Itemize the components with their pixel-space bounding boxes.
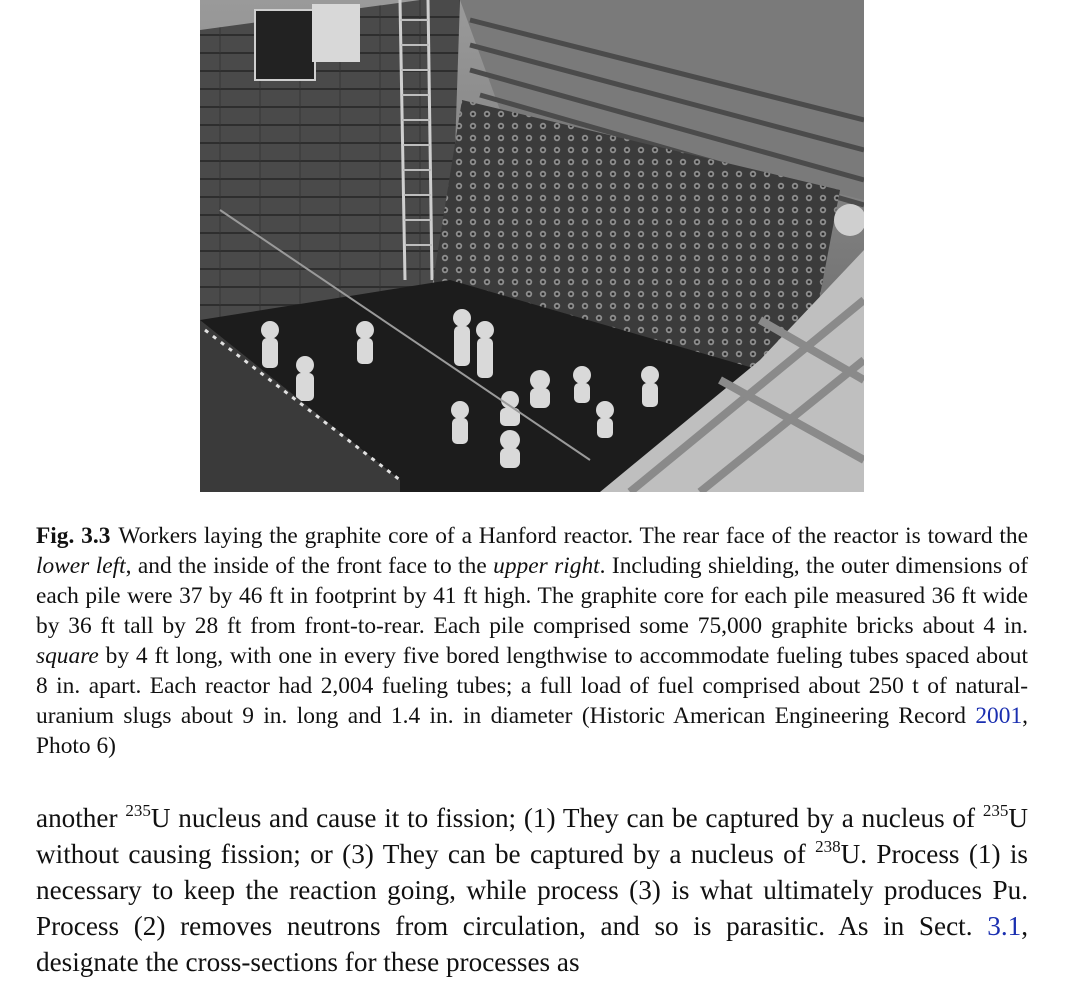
caption-emphasis-square: square (36, 643, 99, 669)
reactor-photo (200, 0, 864, 492)
body-text-2: U nucleus and cause it to fission; (1) They can be captured by a nucleus of (150, 803, 983, 833)
section-link-3-1[interactable]: 3.1 (987, 911, 1022, 941)
isotope-superscript-235b: 235 (982, 801, 1009, 820)
caption-text-4: by 4 ft long, with one in every five bored lengthwise to accommodate fueling tubes spaced about 8 in. apart. Each reactor had 2,004 fueling tubes; a full load of fuel comprised about 250 t of natural-uranium slugs about 9 in. long and 1.4 in. in diameter (Historic American Engineering Record (36, 643, 1028, 729)
caption-text-2: , and the inside of the front face to the (125, 553, 494, 579)
body-text-3: U without causing fission; or (3) They can be captured by a nucleus of (36, 803, 1028, 869)
isotope-superscript-238: 238 (815, 837, 841, 856)
caption-emphasis-upper-right: upper right (493, 553, 600, 579)
body-paragraph (36, 800, 1028, 980)
body-text-5: , designate the cross-sections for these processes as (36, 911, 1028, 977)
caption-emphasis-lower-left: lower left (36, 553, 126, 579)
caption-text-1: Workers laying the graphite core of a Hanford reactor. The rear face of the reactor is toward the (118, 523, 1028, 549)
caption-text-5: , Photo 6) (36, 703, 1028, 759)
body-text-1: another (36, 803, 126, 833)
caption-text-3: . Including shielding, the outer dimensions of each pile were 37 by 46 ft in footprint by 41 ft high. The graphite core for each pile measured 36 ft wide by 36 ft tall by 28 ft from front-to-rear. Each pile comprised some 75,000 graphite bricks about 4 in. (36, 553, 1028, 639)
isotope-superscript-235a: 235 (125, 801, 151, 820)
figure-label: Fig. 3.3 (36, 523, 111, 549)
figure-caption (36, 521, 1028, 761)
citation-link-2001[interactable]: 2001 (975, 703, 1023, 729)
body-text-4: U. Process (1) is necessary to keep the reaction going, while process (3) is what ultimately produces Pu. Process (2) removes neutrons from circulation, and so is parasitic. As in Sect. (36, 839, 1028, 941)
